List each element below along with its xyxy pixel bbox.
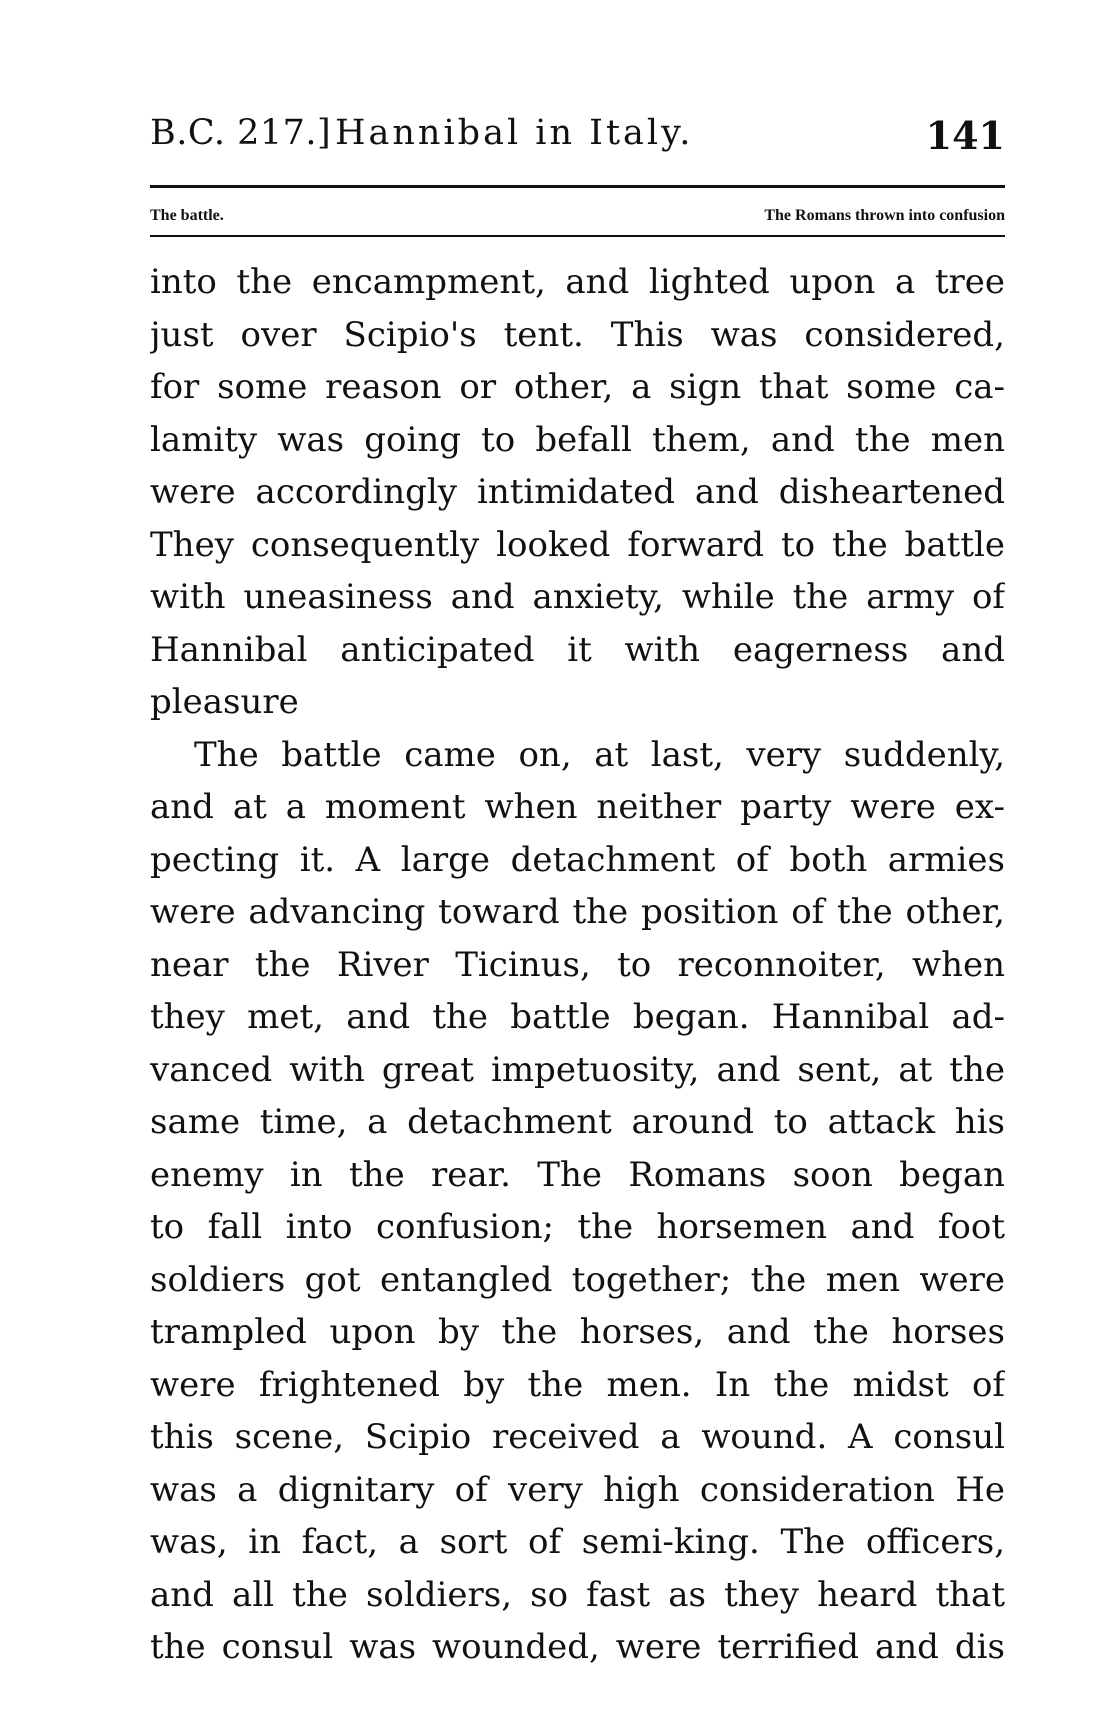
paragraph-start-line: The battle came on, at last, very suddenly, (194, 734, 1005, 775)
text-line: pecting it. A large detachment of both armies (150, 839, 1005, 880)
text-line: was a dignitary of very high consideration He (150, 1469, 1005, 1510)
header-date: B.C. 217.] (150, 113, 332, 153)
sidenote-rule (150, 235, 1005, 237)
text-line: were advancing toward the position of the other, (150, 892, 1005, 932)
text-line: they met, and the battle began. Hannibal ad- (150, 997, 1005, 1037)
text-line: They consequently looked forward to the battle (150, 524, 1005, 565)
sidenote-left: The battle. (150, 207, 224, 224)
text-line: soldiers got entangled together; the men were (150, 1259, 1005, 1300)
text-line: were accordingly intimidated and disheartened (150, 472, 1005, 512)
text-line: vanced with great impetuosity, and sent, at the (150, 1049, 1005, 1090)
text-line: lamity was going to befall them, and the men (150, 419, 1005, 460)
text-line: and all the soldiers, so fast as they heard that (150, 1574, 1005, 1615)
sidenote-right: The Romans thrown into confusion (764, 207, 1005, 224)
text-line: with uneasiness and anxiety, while the army of (150, 577, 1005, 617)
text-line: pleasure (150, 682, 299, 722)
text-line: were frightened by the men. In the midst of (150, 1364, 1005, 1405)
text-line: for some reason or other, a sign that some ca- (150, 367, 1005, 407)
text-line: Hannibal anticipated it with eagerness and (150, 629, 1005, 670)
text-line: near the River Ticinus, to reconnoiter, when (150, 944, 1005, 985)
header-rule (150, 185, 1005, 188)
page-number: 141 (925, 113, 1005, 158)
text-line: trampled upon by the horses, and the horses (150, 1312, 1005, 1352)
text-line: same time, a detachment around to attack his (150, 1102, 1005, 1142)
text-line: to fall into confusion; the horsemen and foot (150, 1207, 1005, 1247)
running-head (150, 113, 1005, 163)
text-line: enemy in the rear. The Romans soon began (150, 1154, 1005, 1195)
text-line: this scene, Scipio received a wound. A consul (150, 1417, 1005, 1457)
body-text (150, 256, 1005, 1674)
text-line: was, in fact, a sort of semi-king. The officers, (150, 1522, 1005, 1562)
text-line: and at a moment when neither party were ex- (150, 787, 1005, 827)
text-line: just over Scipio's tent. This was considered, (150, 314, 1005, 355)
text-line: into the encampment, and lighted upon a tree (150, 262, 1005, 302)
header-title: Hannibal in Italy. (335, 113, 694, 153)
text-line: the consul was wounded, were terrified and dis (150, 1627, 1005, 1667)
